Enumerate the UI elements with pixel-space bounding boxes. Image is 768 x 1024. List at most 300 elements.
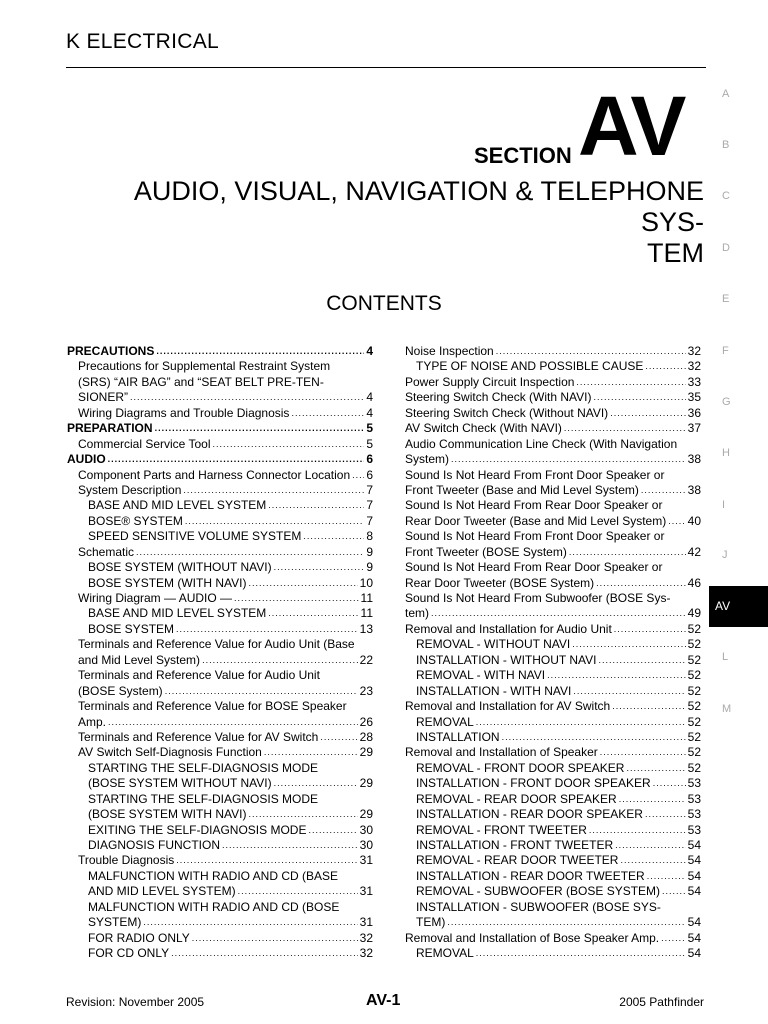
toc-entry-title: REMOVAL - REAR DOOR SPEAKER	[416, 791, 617, 806]
toc-leader-dots	[352, 468, 364, 483]
toc-entry-title: REMOVAL - FRONT DOOR SPEAKER	[416, 760, 625, 775]
toc-entry-page: 38	[687, 482, 701, 497]
toc-entry[interactable]	[67, 884, 373, 899]
toc-entry-title: (BOSE SYSTEM WITH NAVI)	[88, 807, 247, 822]
toc-entry-title: INSTALLATION - WITH NAVI	[416, 683, 572, 698]
toc-leader-dots	[274, 776, 358, 791]
toc-entry-title: Commercial Service Tool	[78, 436, 211, 451]
toc-leader-dots	[447, 915, 685, 930]
toc-entry-title: BASE AND MID LEVEL SYSTEM	[88, 606, 267, 621]
toc-entry[interactable]	[405, 468, 701, 483]
toc-entry[interactable]	[405, 591, 701, 606]
toc-entry-page: 8	[366, 529, 373, 544]
chapter-header: K ELECTRICAL	[66, 30, 219, 53]
toc-entry[interactable]	[405, 900, 701, 915]
toc-leader-dots	[641, 483, 686, 498]
toc-leader-dots	[620, 853, 685, 868]
toc-entry-page: 32	[687, 344, 701, 358]
toc-leader-dots	[274, 560, 365, 575]
side-tab-d[interactable]: D	[722, 242, 730, 254]
toc-entry[interactable]	[67, 684, 373, 699]
toc-leader-dots	[202, 653, 358, 668]
toc-entry-page: 7	[366, 482, 373, 497]
toc-entry[interactable]	[405, 807, 701, 822]
toc-entry[interactable]	[67, 807, 373, 822]
toc-entry-page: 37	[687, 421, 701, 436]
toc-entry[interactable]	[405, 375, 701, 390]
toc-leader-dots	[661, 931, 685, 946]
toc-leader-dots	[264, 745, 358, 760]
toc-entry[interactable]	[67, 406, 373, 421]
toc-leader-dots	[615, 838, 686, 853]
toc-entry[interactable]	[67, 900, 373, 915]
toc-leader-dots	[564, 421, 686, 436]
toc-entry[interactable]	[405, 931, 701, 946]
toc-entry-page: 52	[687, 683, 701, 698]
toc-leader-dots	[108, 452, 365, 467]
toc-entry[interactable]	[405, 684, 701, 699]
toc-entry-title: Removal and Installation for AV Switch	[405, 699, 611, 714]
toc-entry[interactable]	[67, 498, 373, 513]
toc-entry[interactable]	[67, 468, 373, 483]
toc-leader-dots	[176, 853, 357, 868]
toc-leader-dots	[136, 545, 364, 560]
toc-entry-title: INSTALLATION - FRONT DOOR SPEAKER	[416, 776, 651, 791]
toc-entry[interactable]	[405, 946, 701, 961]
toc-entry-page: 54	[687, 946, 701, 961]
toc-entry-page: 29	[359, 776, 373, 791]
side-tab-e[interactable]: E	[722, 293, 730, 305]
toc-leader-dots	[572, 637, 685, 652]
toc-entry[interactable]	[67, 437, 373, 452]
toc-entry-page: 42	[687, 544, 701, 559]
toc-entry-title: FOR RADIO ONLY	[88, 930, 190, 945]
toc-entry[interactable]	[405, 637, 701, 652]
toc-entry-title: MALFUNCTION WITH RADIO AND CD (BASE	[88, 868, 339, 883]
toc-entry-page: 23	[359, 683, 373, 698]
toc-leader-dots	[576, 375, 685, 390]
toc-entry-page: 31	[359, 884, 373, 899]
toc-entry-title: REMOVAL - FRONT TWEETER	[416, 822, 587, 837]
toc-leader-dots	[547, 668, 686, 683]
toc-entry-page: 49	[687, 606, 701, 621]
side-tab-f[interactable]: F	[722, 345, 729, 357]
toc-leader-dots	[183, 483, 364, 498]
toc-entry-title: Noise Inspection	[405, 344, 494, 358]
toc-leader-dots	[610, 406, 685, 421]
toc-entry-page: 54	[687, 853, 701, 868]
toc-entry[interactable]	[405, 745, 701, 760]
toc-entry-title: Audio Communication Line Check (With Navigation	[405, 436, 678, 451]
toc-entry-title: TEM)	[416, 915, 446, 930]
toc-leader-dots	[662, 884, 686, 899]
toc-entry-title: AV Switch Check (With NAVI)	[405, 421, 562, 436]
toc-entry-title: Sound Is Not Heard From Front Door Speaker or	[405, 529, 665, 544]
toc-entry-title: STARTING THE SELF-DIAGNOSIS MODE	[88, 760, 319, 775]
header-rule	[66, 67, 706, 68]
toc-entry[interactable]	[67, 576, 373, 591]
toc-leader-dots	[502, 730, 686, 745]
toc-entry[interactable]	[405, 622, 701, 637]
toc-entry[interactable]	[405, 483, 701, 498]
toc-leader-dots	[619, 792, 686, 807]
toc-entry[interactable]	[405, 514, 701, 529]
toc-entry[interactable]	[67, 653, 373, 668]
toc-entry-title: STARTING THE SELF-DIAGNOSIS MODE	[88, 791, 319, 806]
side-tab-i[interactable]: I	[722, 499, 726, 511]
toc-entry-title: PREPARATION	[67, 421, 153, 436]
toc-entry-page: 53	[687, 822, 701, 837]
toc-entry-page: 13	[359, 621, 373, 636]
toc-entry[interactable]	[67, 699, 373, 714]
toc-entry-page: 4	[366, 344, 373, 358]
toc-entry-title: Schematic	[78, 544, 135, 559]
toc-entry-page: 32	[359, 946, 373, 961]
toc-entry-page: 29	[359, 807, 373, 822]
toc-entry-page: 52	[687, 760, 701, 775]
toc-leader-dots	[238, 884, 358, 899]
toc-entry-title: FOR CD ONLY	[88, 946, 170, 961]
toc-leader-dots	[303, 529, 364, 544]
toc-entry-title: System)	[405, 452, 450, 467]
toc-entry-title: SIONER”	[78, 390, 129, 405]
toc-leader-dots	[248, 576, 357, 591]
side-tab-b[interactable]: B	[722, 139, 730, 151]
toc-entry[interactable]	[405, 761, 701, 776]
toc-leader-dots	[645, 359, 685, 374]
toc-entry[interactable]	[405, 823, 701, 838]
toc-leader-dots	[626, 761, 685, 776]
toc-entry-title: Terminals and Reference Value for AV Switch	[78, 729, 319, 744]
toc-entry-title: Removal and Installation of Bose Speaker Amp.	[405, 930, 660, 945]
toc-leader-dots	[171, 946, 358, 961]
toc-entry-page: 10	[359, 575, 373, 590]
toc-entry[interactable]	[67, 421, 373, 436]
toc-entry-title: REMOVAL - REAR DOOR TWEETER	[416, 853, 619, 868]
toc-entry[interactable]	[67, 715, 373, 730]
toc-leader-dots	[614, 622, 686, 637]
toc-leader-dots	[143, 915, 357, 930]
toc-entry-title: Terminals and Reference Value for Audio Unit (Base	[78, 637, 355, 652]
toc-entry[interactable]	[67, 915, 373, 930]
toc-entry-title: BOSE SYSTEM (WITH NAVI)	[88, 575, 247, 590]
toc-entry[interactable]	[67, 359, 373, 374]
toc-entry-title: Front Tweeter (Base and Mid Level System)	[405, 482, 639, 497]
toc-leader-dots	[291, 406, 364, 421]
toc-entry-title: Front Tweeter (BOSE System)	[405, 544, 567, 559]
toc-entry[interactable]	[405, 545, 701, 560]
toc-entry-title: AUDIO	[67, 452, 106, 467]
toc-entry[interactable]	[67, 606, 373, 621]
toc-entry-title: PRECAUTIONS	[67, 344, 155, 358]
toc-entry-title: tem)	[405, 606, 429, 621]
section-title-line2: TEM	[647, 238, 704, 268]
toc-leader-dots	[594, 390, 686, 405]
toc-leader-dots	[600, 745, 686, 760]
toc-entry-title: EXITING THE SELF-DIAGNOSIS MODE	[88, 822, 307, 837]
contents-heading: CONTENTS	[326, 292, 442, 315]
toc-entry-page: 52	[687, 745, 701, 760]
toc-entry-page: 9	[366, 544, 373, 559]
toc-entry-page: 52	[687, 714, 701, 729]
toc-leader-dots	[569, 545, 686, 560]
toc-leader-dots	[476, 946, 686, 961]
toc-entry-title: INSTALLATION	[416, 729, 500, 744]
toc-entry-title: INSTALLATION - REAR DOOR TWEETER	[416, 868, 645, 883]
toc-entry[interactable]	[67, 560, 373, 575]
toc-leader-dots	[308, 823, 357, 838]
side-tab-j[interactable]: J	[722, 549, 728, 561]
toc-entry-page: 54	[687, 915, 701, 930]
toc-entry[interactable]	[67, 514, 373, 529]
toc-entry[interactable]	[405, 915, 701, 930]
toc-entry[interactable]	[405, 606, 701, 621]
toc-entry[interactable]	[405, 653, 701, 668]
toc-entry[interactable]	[67, 745, 373, 760]
side-tab-l[interactable]: L	[722, 651, 729, 663]
toc-entry-title: BOSE SYSTEM (WITHOUT NAVI)	[88, 560, 272, 575]
toc-entry-title: (SRS) “AIR BAG” and “SEAT BELT PRE-TEN-	[78, 374, 324, 389]
toc-leader-dots	[496, 344, 686, 359]
side-tab-c[interactable]: C	[722, 190, 730, 202]
toc-leader-dots	[165, 684, 358, 699]
toc-entry-page: 31	[359, 915, 373, 930]
toc-entry-page: 11	[360, 606, 373, 621]
side-tab-g[interactable]: G	[722, 396, 731, 408]
toc-entry-page: 6	[366, 467, 373, 482]
toc-leader-dots	[612, 699, 685, 714]
toc-entry-page: 31	[359, 853, 373, 868]
toc-entry[interactable]	[67, 730, 373, 745]
toc-leader-dots	[192, 931, 358, 946]
toc-entry-page: 54	[687, 930, 701, 945]
toc-entry-page: 5	[366, 436, 373, 451]
toc-entry[interactable]	[405, 853, 701, 868]
toc-entry[interactable]	[67, 529, 373, 544]
toc-entry-page: 7	[366, 513, 373, 528]
toc-leader-dots	[596, 576, 685, 591]
toc-entry-page: 36	[687, 405, 701, 420]
side-tab-av[interactable]: AV	[709, 586, 768, 627]
toc-entry-title: Rear Door Tweeter (Base and Mid Level System)	[405, 513, 667, 528]
toc-entry[interactable]	[67, 483, 373, 498]
toc-entry-title: System Description	[78, 482, 182, 497]
toc-entry-title: REMOVAL - WITHOUT NAVI	[416, 637, 571, 652]
toc-entry-title: REMOVAL - SUBWOOFER (BOSE SYSTEM)	[416, 884, 661, 899]
toc-leader-dots	[476, 715, 686, 730]
toc-entry[interactable]	[405, 560, 701, 575]
toc-entry-title: Removal and Installation for Audio Unit	[405, 621, 612, 636]
toc-entry[interactable]	[405, 668, 701, 683]
toc-entry-title: INSTALLATION - FRONT TWEETER	[416, 838, 614, 852]
toc-entry[interactable]	[67, 838, 373, 853]
toc-entry[interactable]	[67, 946, 373, 961]
section-title-line1: AUDIO, VISUAL, NAVIGATION & TELEPHONE SYS-	[133, 176, 704, 237]
toc-entry[interactable]	[405, 406, 701, 421]
toc-leader-dots	[156, 344, 364, 359]
toc-entry-title: Rear Door Tweeter (BOSE System)	[405, 575, 595, 590]
toc-entry-title: Trouble Diagnosis	[78, 853, 175, 868]
toc-entry-page: 9	[366, 560, 373, 575]
side-tab-a[interactable]: A	[722, 88, 730, 100]
toc-entry[interactable]	[405, 715, 701, 730]
toc-entry-page: 5	[366, 421, 373, 436]
toc-leader-dots	[185, 514, 364, 529]
toc-entry[interactable]	[405, 498, 701, 513]
footer-page-number: AV-1	[366, 992, 401, 1009]
toc-entry-title: Removal and Installation of Speaker	[405, 745, 598, 760]
toc-entry[interactable]	[67, 853, 373, 868]
toc-leader-dots	[234, 591, 359, 606]
toc-entry-title: Wiring Diagrams and Trouble Diagnosis	[78, 405, 290, 420]
toc-entry-page: 53	[687, 807, 701, 822]
toc-entry[interactable]	[405, 884, 701, 899]
toc-entry-page: 52	[687, 699, 701, 714]
footer-model: 2005 Pathfinder	[619, 995, 704, 1009]
toc-entry-title: Sound Is Not Heard From Front Door Speaker or	[405, 467, 665, 482]
toc-leader-dots	[268, 498, 364, 513]
toc-leader-dots	[213, 437, 365, 452]
toc-entry[interactable]	[405, 390, 701, 405]
toc-entry-title: DIAGNOSIS FUNCTION	[88, 838, 221, 852]
footer-revision: Revision: November 2005	[66, 995, 205, 1009]
toc-entry-page: 52	[687, 621, 701, 636]
toc-entry-title: INSTALLATION - SUBWOOFER (BOSE SYS-	[416, 899, 661, 914]
toc-entry-title: and Mid Level System)	[78, 652, 201, 667]
toc-entry-title: BASE AND MID LEVEL SYSTEM	[88, 498, 267, 513]
section-title	[64, 176, 704, 269]
toc-entry-page: 30	[359, 822, 373, 837]
toc-entry-page: 54	[687, 868, 701, 883]
toc-leader-dots	[645, 807, 686, 822]
toc-leader-dots	[653, 776, 686, 791]
toc-entry[interactable]	[405, 699, 701, 714]
toc-leader-dots	[668, 514, 685, 529]
toc-leader-dots	[573, 684, 685, 699]
toc-entry-title: (BOSE SYSTEM WITHOUT NAVI)	[88, 776, 272, 791]
toc-entry-title: Precautions for Supplemental Restraint System	[78, 359, 331, 374]
toc-entry-page: 28	[359, 729, 373, 744]
toc-entry-title: AND MID LEVEL SYSTEM)	[88, 884, 236, 899]
toc-leader-dots	[176, 622, 358, 637]
toc-entry-page: 22	[359, 652, 373, 667]
toc-entry[interactable]	[67, 823, 373, 838]
toc-entry[interactable]	[405, 452, 701, 467]
toc-entry-title: Steering Switch Check (With NAVI)	[405, 390, 592, 405]
toc-leader-dots	[431, 606, 686, 621]
toc-entry-page: 7	[366, 498, 373, 513]
toc-entry[interactable]	[405, 359, 701, 374]
section-code: AV	[578, 79, 685, 173]
toc-entry-page: 54	[687, 838, 701, 852]
toc-entry-page: 53	[687, 791, 701, 806]
toc-entry-title: (BOSE System)	[78, 683, 163, 698]
toc-entry-page: 46	[687, 575, 701, 590]
toc-entry[interactable]	[405, 730, 701, 745]
toc-leader-dots	[108, 715, 358, 730]
toc-entry-title: Terminals and Reference Value for BOSE Speaker	[78, 699, 347, 714]
toc-entry[interactable]	[405, 437, 701, 452]
toc-entry-page: 54	[687, 884, 701, 899]
toc-entry[interactable]	[67, 637, 373, 652]
toc-entry-page: 32	[687, 359, 701, 374]
toc-entry-title: Amp.	[78, 714, 107, 729]
toc-entry-title: Steering Switch Check (Without NAVI)	[405, 405, 609, 420]
toc-leader-dots	[647, 869, 686, 884]
toc-entry-title: MALFUNCTION WITH RADIO AND CD (BOSE	[88, 899, 340, 914]
toc-entry-page: 52	[687, 637, 701, 652]
toc-entry[interactable]	[405, 792, 701, 807]
toc-entry-page: 33	[687, 374, 701, 389]
toc-entry[interactable]	[67, 622, 373, 637]
toc-entry[interactable]	[405, 776, 701, 791]
toc-entry-title: REMOVAL	[416, 946, 474, 961]
toc-entry-page: 38	[687, 452, 701, 467]
toc-entry-title: INSTALLATION - WITHOUT NAVI	[416, 652, 597, 667]
toc-leader-dots	[222, 838, 358, 853]
toc-entry-title: AV Switch Self-Diagnosis Function	[78, 745, 262, 760]
toc-entry[interactable]	[405, 838, 701, 853]
toc-leader-dots	[155, 421, 365, 436]
toc-entry-page: 11	[360, 591, 373, 605]
toc-entry[interactable]	[67, 792, 373, 807]
toc-entry-title: Sound Is Not Heard From Subwoofer (BOSE Sys-	[405, 591, 671, 605]
toc-entry[interactable]	[405, 344, 701, 359]
toc-leader-dots	[268, 606, 358, 621]
toc-entry-title: Power Supply Circuit Inspection	[405, 374, 575, 389]
toc-entry-title: SPEED SENSITIVE VOLUME SYSTEM	[88, 529, 302, 544]
toc-entry-page: 52	[687, 652, 701, 667]
toc-right-column	[405, 344, 701, 962]
toc-entry[interactable]	[67, 344, 373, 359]
toc-entry[interactable]	[67, 668, 373, 683]
toc-entry-title: INSTALLATION - REAR DOOR SPEAKER	[416, 807, 643, 822]
toc-leader-dots	[598, 653, 685, 668]
toc-entry[interactable]	[67, 545, 373, 560]
toc-entry-title: Sound Is Not Heard From Rear Door Speaker or	[405, 560, 663, 575]
toc-entry[interactable]	[67, 761, 373, 776]
toc-entry[interactable]	[67, 452, 373, 467]
toc-leader-dots	[451, 452, 686, 467]
toc-entry-title: Wiring Diagram — AUDIO —	[78, 591, 233, 605]
toc-entry[interactable]	[405, 869, 701, 884]
toc-entry-title: Sound Is Not Heard From Rear Door Speaker or	[405, 498, 663, 513]
toc-entry-title: SYSTEM)	[88, 915, 142, 930]
toc-entry[interactable]	[67, 776, 373, 791]
toc-leader-dots	[130, 390, 364, 405]
toc-entry[interactable]	[67, 591, 373, 606]
toc-entry[interactable]	[67, 390, 373, 405]
toc-entry-page: 40	[687, 513, 701, 528]
toc-entry[interactable]	[67, 931, 373, 946]
toc-entry-title: REMOVAL	[416, 714, 474, 729]
side-tab-h[interactable]: H	[722, 447, 730, 459]
side-tab-m[interactable]: M	[722, 703, 732, 715]
toc-entry-page: 6	[366, 452, 373, 467]
section-word: SECTION	[474, 143, 572, 168]
toc-entry[interactable]	[405, 421, 701, 436]
toc-entry-title: Component Parts and Harness Connector Location	[78, 467, 351, 482]
toc-entry[interactable]	[67, 375, 373, 390]
toc-entry[interactable]	[405, 529, 701, 544]
toc-entry[interactable]	[405, 576, 701, 591]
toc-entry-title: BOSE® SYSTEM	[88, 513, 183, 528]
toc-entry-page: 4	[366, 390, 373, 405]
toc-entry-page: 52	[687, 729, 701, 744]
toc-left-column	[67, 344, 373, 962]
toc-entry[interactable]	[67, 869, 373, 884]
toc-entry-page: 30	[359, 838, 373, 852]
